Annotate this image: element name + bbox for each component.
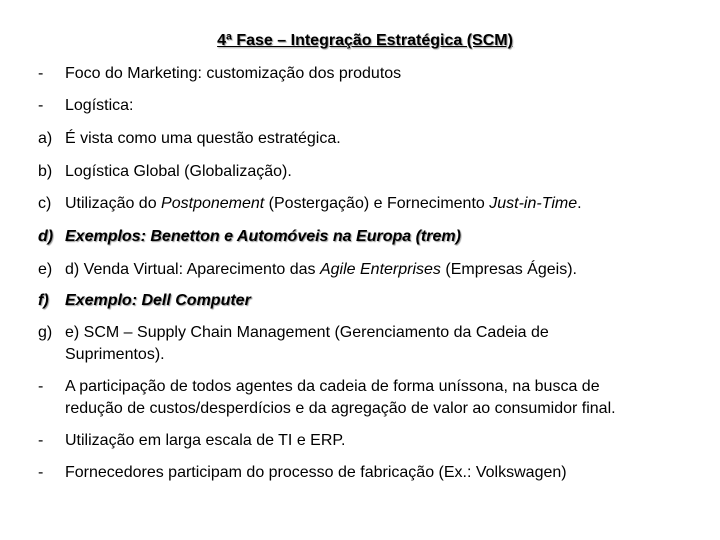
bullet-marker: -: [38, 378, 44, 395]
list-item-text: [65, 193, 705, 215]
text-line: A participação de todos agentes da cadeia de forma uníssona, na busca de: [65, 378, 600, 395]
text-line: e) SCM – Supply Chain Management (Gerenciamento da Cadeia de: [65, 324, 549, 341]
text-segment: Utilização do: [65, 195, 162, 212]
text-segment: (Postergação) e Fornecimento: [264, 195, 490, 212]
list-item-text: Exemplos: Benetton e Automóveis na Europa (trem): [65, 228, 461, 245]
list-item-text: Foco do Marketing: customização dos produtos: [65, 65, 402, 82]
list-letter-marker: g): [38, 324, 53, 341]
list-letter-marker: e): [38, 261, 53, 278]
list-item-text: [65, 376, 705, 420]
list-letter-marker: f): [38, 292, 49, 309]
list-item-text: [65, 322, 705, 366]
emphasis-text: Just-in-Time: [489, 195, 578, 212]
text-line: redução de custos/desperdícios e da agregação de valor ao consumidor final.: [65, 400, 616, 417]
text-segment: d) Venda Virtual: Aparecimento das: [65, 261, 320, 278]
list-item-text: Fornecedores participam do processo de fabricação (Ex.: Volkswagen): [65, 464, 567, 481]
bullet-marker: -: [38, 97, 44, 114]
slide-title: 4ª Fase – Integração Estratégica (SCM): [217, 32, 513, 49]
list-letter-marker: b): [38, 163, 53, 180]
emphasis-text: Agile Enterprises: [319, 261, 441, 278]
bullet-marker: -: [38, 432, 44, 449]
text-segment: (Empresas Ágeis).: [440, 261, 577, 278]
list-item-text: Logística Global (Globalização).: [65, 163, 292, 180]
list-item-text: [65, 259, 705, 281]
list-item-text: Utilização em larga escala de TI e ERP.: [65, 432, 346, 449]
list-item-text: É vista como uma questão estratégica.: [65, 130, 341, 147]
emphasis-text: Postponement: [161, 195, 265, 212]
list-letter-marker: c): [38, 195, 52, 212]
bullet-marker: -: [38, 464, 44, 481]
bullet-marker: -: [38, 65, 44, 82]
list-letter-marker: a): [38, 130, 53, 147]
list-letter-marker: d): [38, 228, 54, 245]
text-segment: .: [577, 195, 582, 212]
text-line: Suprimentos).: [65, 346, 165, 363]
list-item-text: Logística:: [65, 97, 134, 114]
list-item-text: Exemplo: Dell Computer: [65, 292, 251, 309]
